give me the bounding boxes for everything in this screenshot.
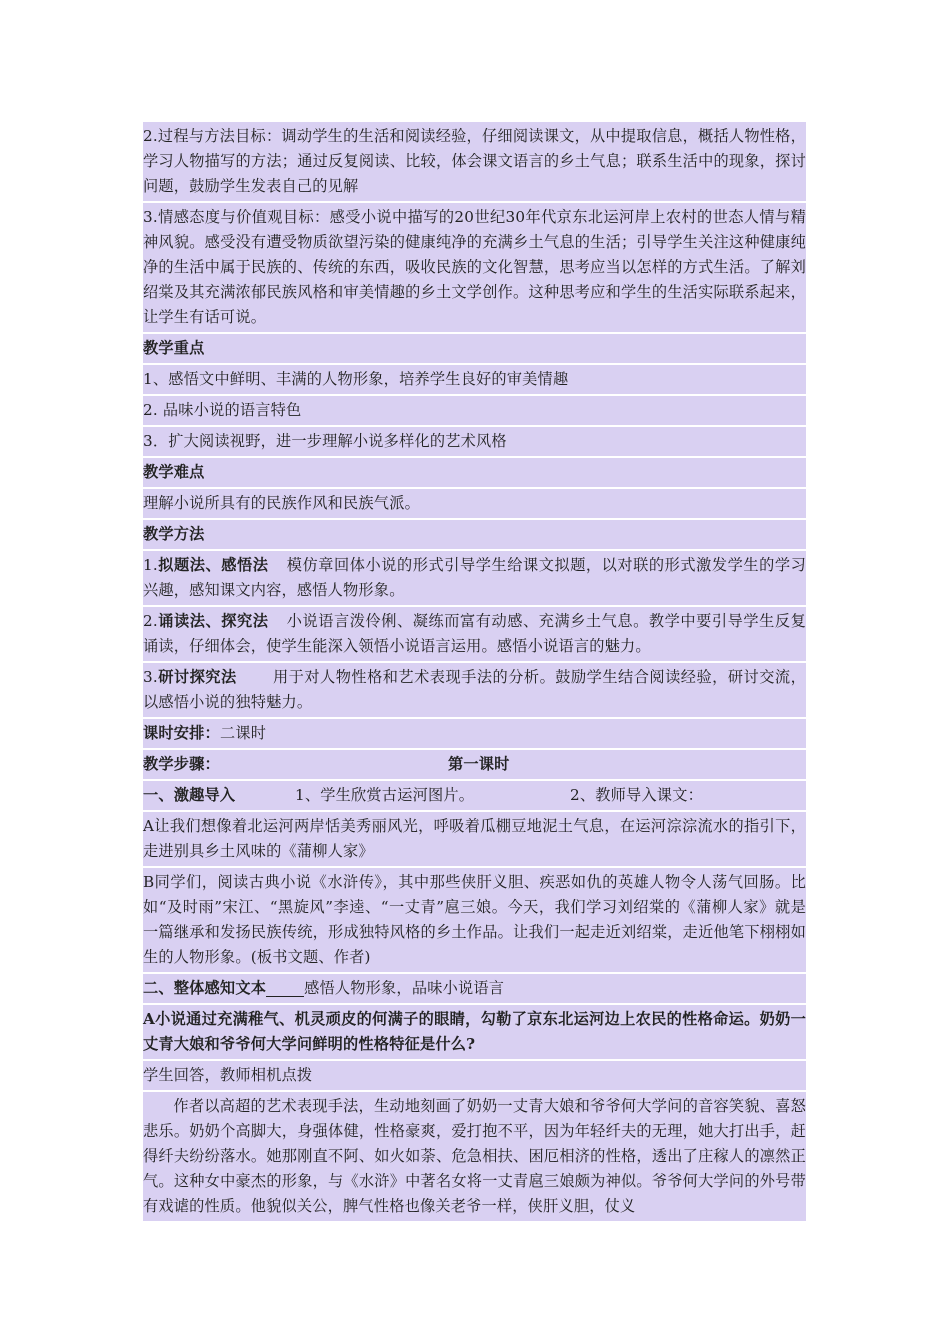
steps-label: 教学步骤： [143, 755, 220, 773]
key-point-item: 3．扩大阅读视野，进一步理解小说多样化的艺术风格 [143, 427, 806, 458]
underline-blank [266, 978, 304, 997]
question-a: A小说通过充满稚气、机灵顽皮的何满子的眼睛，勾勒了京东北运河边上农民的性格命运。奶奶一丈青大娘和爷爷何大学问鲜明的性格特征是什么? [143, 1005, 806, 1061]
intro-paragraph-a: A让我们想像着北运河两岸恬美秀丽风光，呼吸着瓜棚豆地泥土气息，在运河淙淙流水的指引下，走进别具乡土风味的《蒲柳人家》 [143, 812, 806, 868]
analysis-paragraph: 作者以高超的艺术表现手法，生动地刻画了奶奶一丈青大娘和爷爷何大学问的音容笑貌、喜怒悲乐。奶奶个高脚大，身强体健，性格豪爽，爱打抱不平，因为年轻纤夫的无理，她大打出手，赶得纤夫纷纷落水。她那刚直不阿、如火如荼、危急相扶、困厄相济的性格，透出了庄稼人的凛然正气。这种女中豪杰的形象，与《水浒》中著名女将一丈青扈三娘颇为神似。爷爷何大学问的外号带有戏谑的性质。他貌似关公，脾气性格也像关老爷一样，侠肝义胆，仗义 [143, 1092, 806, 1223]
method-item [143, 663, 806, 719]
method-item [143, 607, 806, 663]
method-name: 诵读法、探究法 [157, 612, 269, 630]
document-body [143, 122, 806, 1223]
method-name: 研讨探究法 [157, 668, 237, 686]
method-num: 3. [143, 668, 158, 686]
method-text: 用于对人物性格和艺术表现手法的分析。鼓励学生结合阅读经验，研讨交流，以感悟小说的独特魅力。 [143, 668, 807, 711]
part2-row [143, 974, 806, 1005]
part1-item-2: 2、教师导入课文： [570, 786, 703, 804]
method-text: 小说语言泼伶俐、凝练而富有动感、充满乡土气息。教学中要引导学生反复诵读，仔细体会，使学生能深入领悟小说语言运用。感悟小说语言的魅力。 [143, 612, 806, 655]
difficulty-heading: 教学难点 [143, 458, 806, 489]
part1-title: 一、激趣导入 [143, 786, 236, 804]
schedule-label: 课时安排： [143, 724, 220, 742]
key-points-heading: 教学重点 [143, 334, 806, 365]
lesson-title: 第一课时 [448, 755, 510, 773]
key-point-item: 2. 品味小说的语言特色 [143, 396, 806, 427]
goal-emotion-values: 3.情感态度与价值观目标：感受小说中描写的20世纪30年代京东北运河岸上农村的世态人情与精神风貌。感受没有遭受物质欲望污染的健康纯净的充满乡土气息的生活；引导学生关注这种健康纯净的生活中属于民族的、传统的东西，吸收民族的文化智慧，思考应当以怎样的方式生活。了解刘绍棠及其充满浓郁民族风格和审美情趣的乡土文学创作。这种思考应和学生的生活实际联系起来，让学生有话可说。 [143, 203, 806, 334]
schedule-value: 二课时 [219, 724, 267, 742]
schedule-row [143, 719, 806, 750]
student-answer: 学生回答，教师相机点拨 [143, 1061, 806, 1092]
methods-heading: 教学方法 [143, 520, 806, 551]
goal-process-method: 2.过程与方法目标：调动学生的生活和阅读经验，仔细阅读课文，从中提取信息，概括人物性格，学习人物描写的方法；通过反复阅读、比较，体会课文语言的乡土气息；联系生活中的现象，探讨问题，鼓励学生发表自己的见解 [143, 122, 806, 203]
method-num: 2. [143, 612, 158, 630]
part1-item-1: 1、学生欣赏古运河图片。 [295, 786, 475, 804]
method-text: 模仿章回体小说的形式引导学生给课文拟题，以对联的形式激发学生的学习兴趣，感知课文内容，感悟人物形象。 [143, 556, 806, 599]
method-num: 1. [143, 556, 158, 574]
part1-row [143, 781, 806, 812]
intro-paragraph-b: B同学们，阅读古典小说《水浒传》，其中那些侠肝义胆、疾恶如仇的英雄人物令人荡气回肠。比如“及时雨”宋江、“黑旋风”李逵、“一丈青”扈三娘。今天，我们学习刘绍棠的《蒲柳人家》就是一篇继承和发扬民族传统，形成独特风格的乡土作品。让我们一起走近刘绍棠，走近他笔下栩栩如生的人物形象。(板书文题、作者) [143, 868, 806, 974]
difficulty-text: 理解小说所具有的民族作风和民族气派。 [143, 489, 806, 520]
method-name: 拟题法、感悟法 [157, 556, 269, 574]
method-item [143, 551, 806, 607]
part2-text: 感悟人物形象，品味小说语言 [304, 979, 505, 997]
steps-row [143, 750, 806, 781]
key-point-item: 1、感悟文中鲜明、丰满的人物形象，培养学生良好的审美情趣 [143, 365, 806, 396]
part2-title: 二、整体感知文本 [143, 979, 267, 997]
